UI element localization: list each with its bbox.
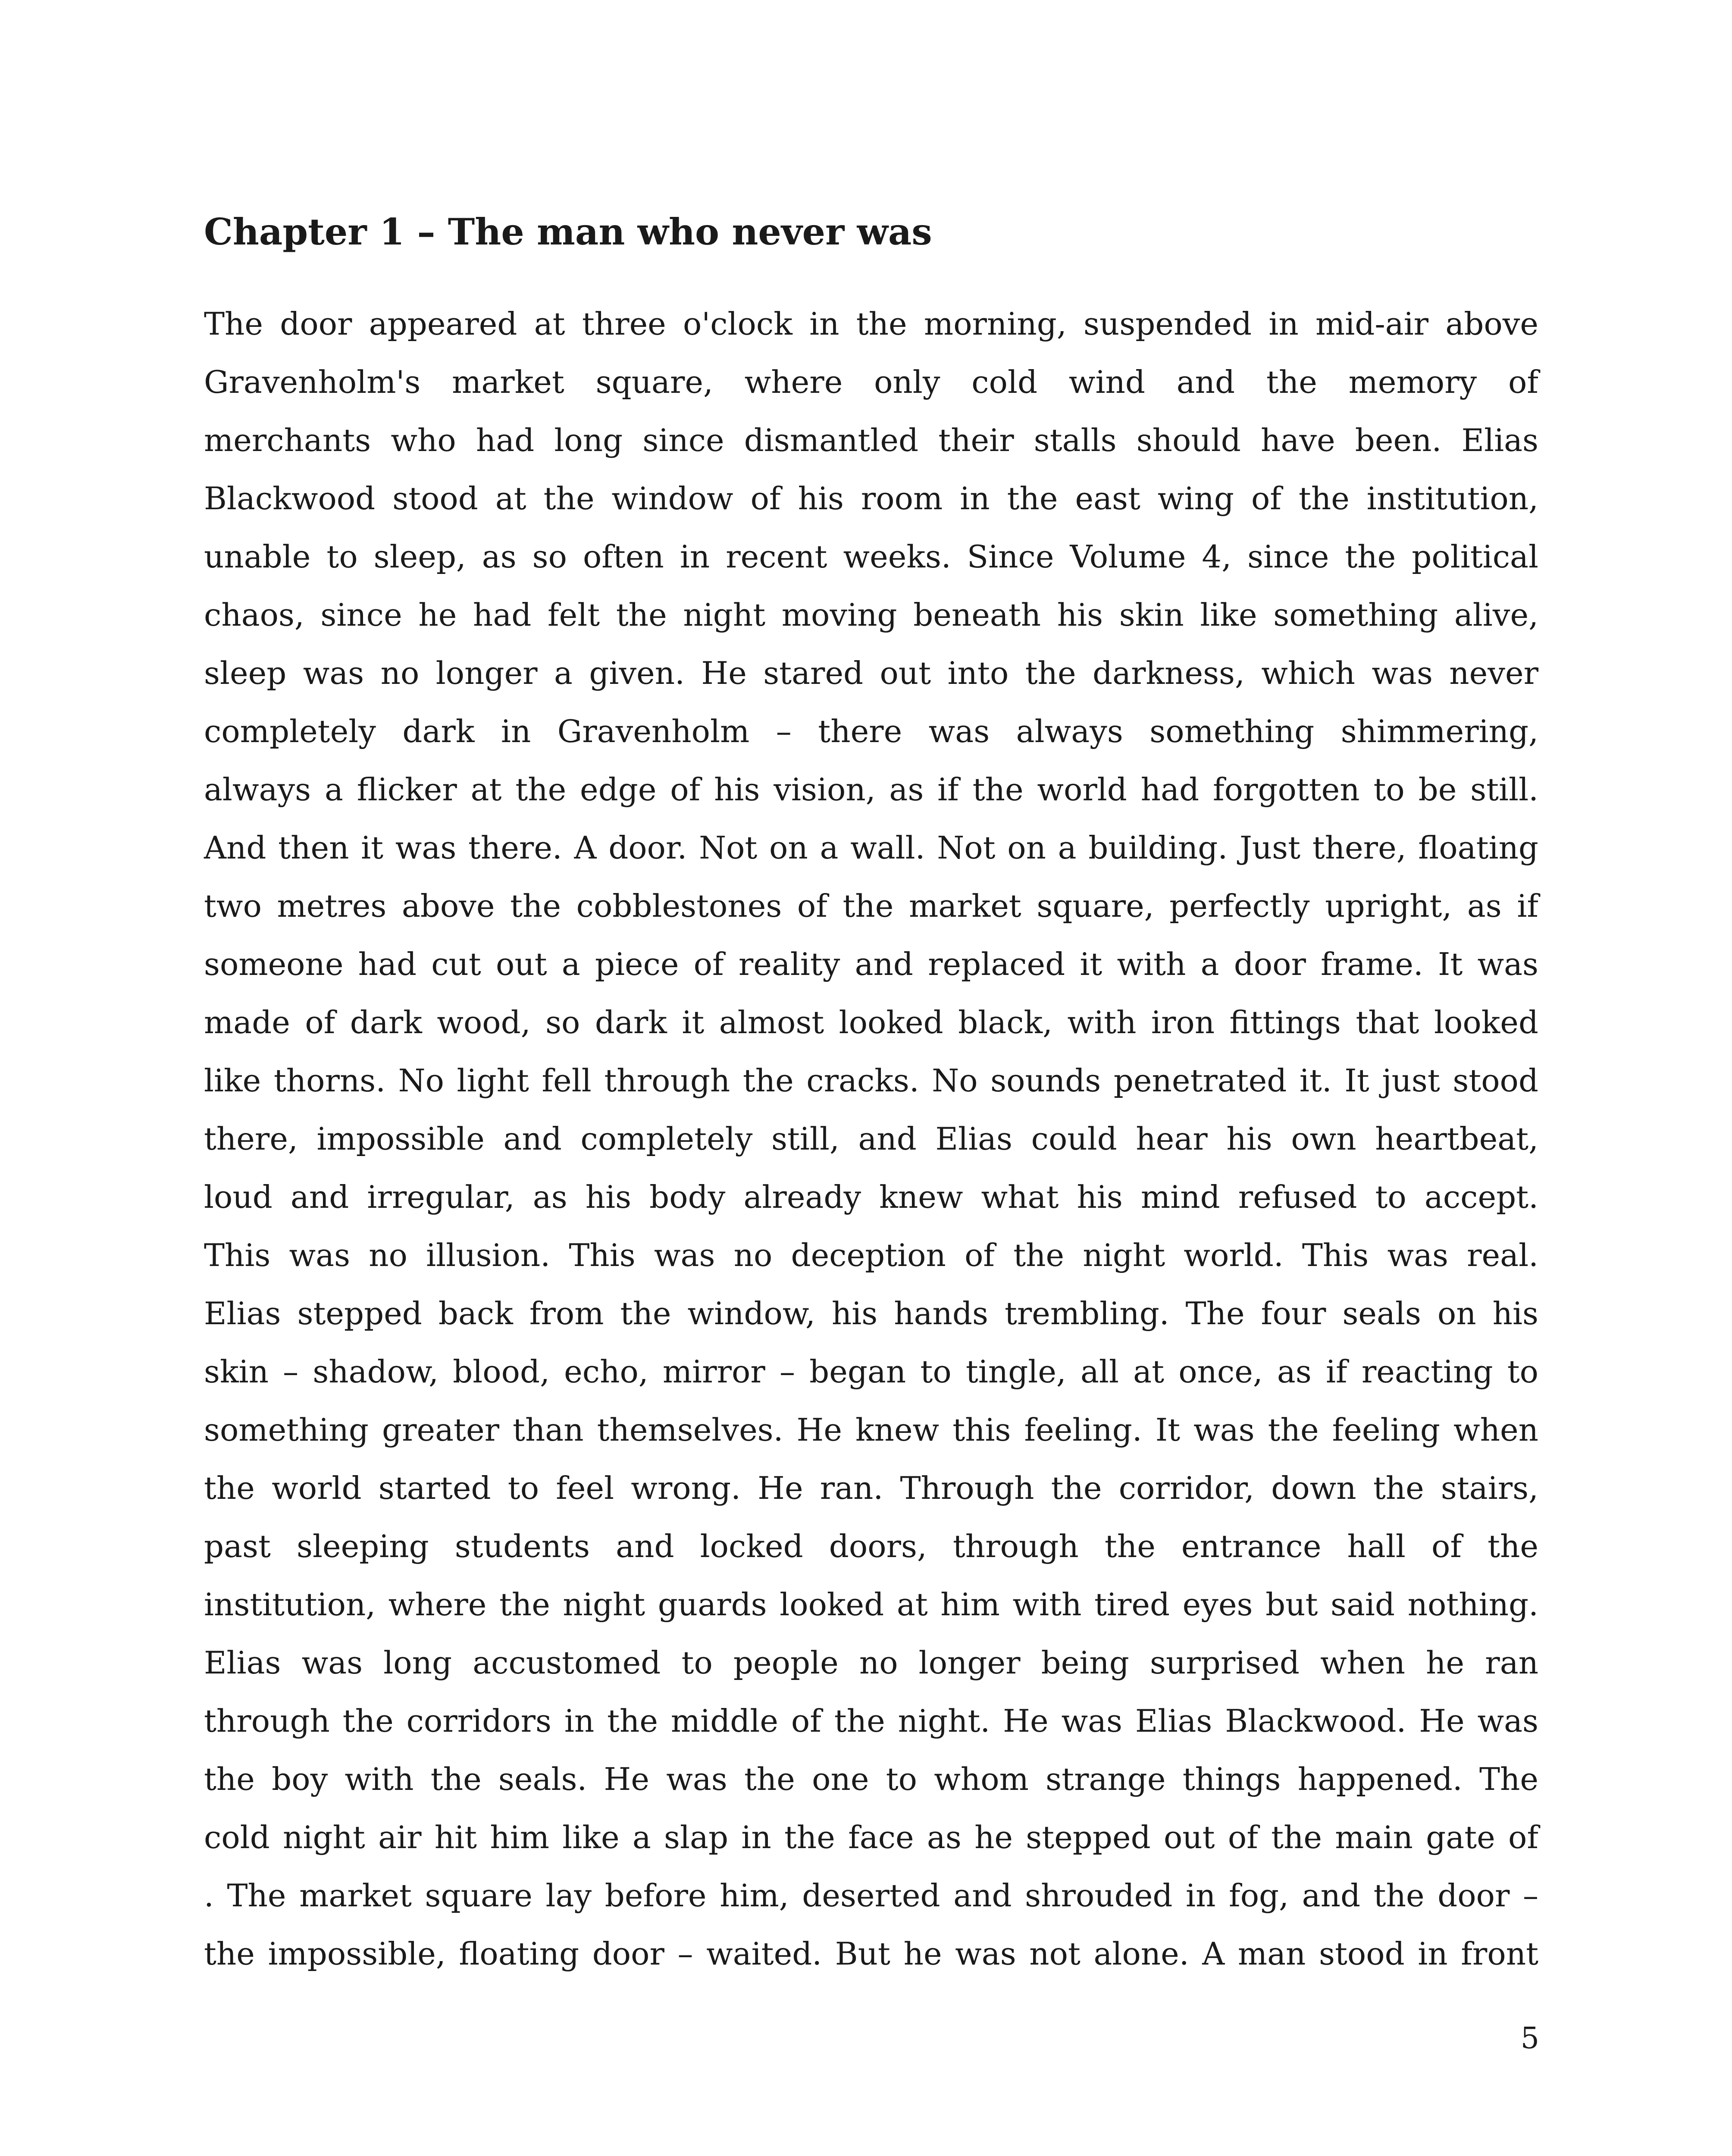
- text-line: the impossible, floating door – waited. But he was not alone. A man stood in front: [204, 1936, 1538, 1972]
- chapter-title: Chapter 1 – The man who never was: [204, 210, 932, 253]
- text-line: Elias was long accustomed to people no longer being surprised when he ran: [204, 1645, 1538, 1681]
- text-line: institution, where the night guards looked at him with tired eyes but said nothing.: [204, 1586, 1538, 1623]
- text-line: the world started to feel wrong. He ran. Through the corridor, down the stairs,: [204, 1470, 1538, 1506]
- text-line: chaos, since he had felt the night moving beneath his skin like something alive,: [204, 597, 1538, 633]
- text-line: The door appeared at three o'clock in the morning, suspended in mid-air above: [204, 306, 1538, 342]
- text-line: always a flicker at the edge of his vision, as if the world had forgotten to be still.: [204, 771, 1538, 808]
- text-line: Elias stepped back from the window, his hands trembling. The four seals on his: [204, 1295, 1538, 1332]
- text-line: through the corridors in the middle of the night. He was Elias Blackwood. He was: [204, 1703, 1538, 1739]
- text-line: cold night air hit him like a slap in the face as he stepped out of the main gate of: [204, 1819, 1538, 1855]
- text-line: something greater than themselves. He knew this feeling. It was the feeling when: [204, 1412, 1538, 1448]
- page-number: 5: [1520, 2021, 1539, 2056]
- text-line: . The market square lay before him, deserted and shrouded in fog, and the door –: [204, 1877, 1538, 1914]
- text-line: the boy with the seals. He was the one to whom strange things happened. The: [204, 1761, 1538, 1797]
- text-line: And then it was there. A door. Not on a wall. Not on a building. Just there, floating: [204, 830, 1538, 866]
- text-line: merchants who had long since dismantled their stalls should have been. Elias: [204, 422, 1538, 458]
- text-line: like thorns. No light fell through the cracks. No sounds penetrated it. It just stood: [204, 1062, 1538, 1099]
- text-line: completely dark in Gravenholm – there was always something shimmering,: [204, 713, 1538, 749]
- text-line: skin – shadow, blood, echo, mirror – began to tingle, all at once, as if reacting to: [204, 1354, 1538, 1390]
- text-line: loud and irregular, as his body already knew what his mind refused to accept.: [204, 1179, 1538, 1215]
- text-line: someone had cut out a piece of reality and replaced it with a door frame. It was: [204, 946, 1538, 982]
- text-line: two metres above the cobblestones of the market square, perfectly upright, as if: [204, 888, 1538, 924]
- text-line: Blackwood stood at the window of his room in the east wing of the institution,: [204, 480, 1538, 517]
- text-line: Gravenholm's market square, where only cold wind and the memory of: [204, 364, 1538, 400]
- text-line: there, impossible and completely still, and Elias could hear his own heartbeat,: [204, 1121, 1538, 1157]
- text-line: made of dark wood, so dark it almost looked black, with iron fittings that looked: [204, 1004, 1538, 1040]
- text-line: past sleeping students and locked doors, through the entrance hall of the: [204, 1528, 1538, 1564]
- text-line: This was no illusion. This was no deception of the night world. This was real.: [204, 1237, 1538, 1273]
- text-line: sleep was no longer a given. He stared out into the darkness, which was never: [204, 655, 1538, 691]
- text-line: unable to sleep, as so often in recent weeks. Since Volume 4, since the political: [204, 539, 1538, 575]
- body-text: [204, 295, 1538, 1983]
